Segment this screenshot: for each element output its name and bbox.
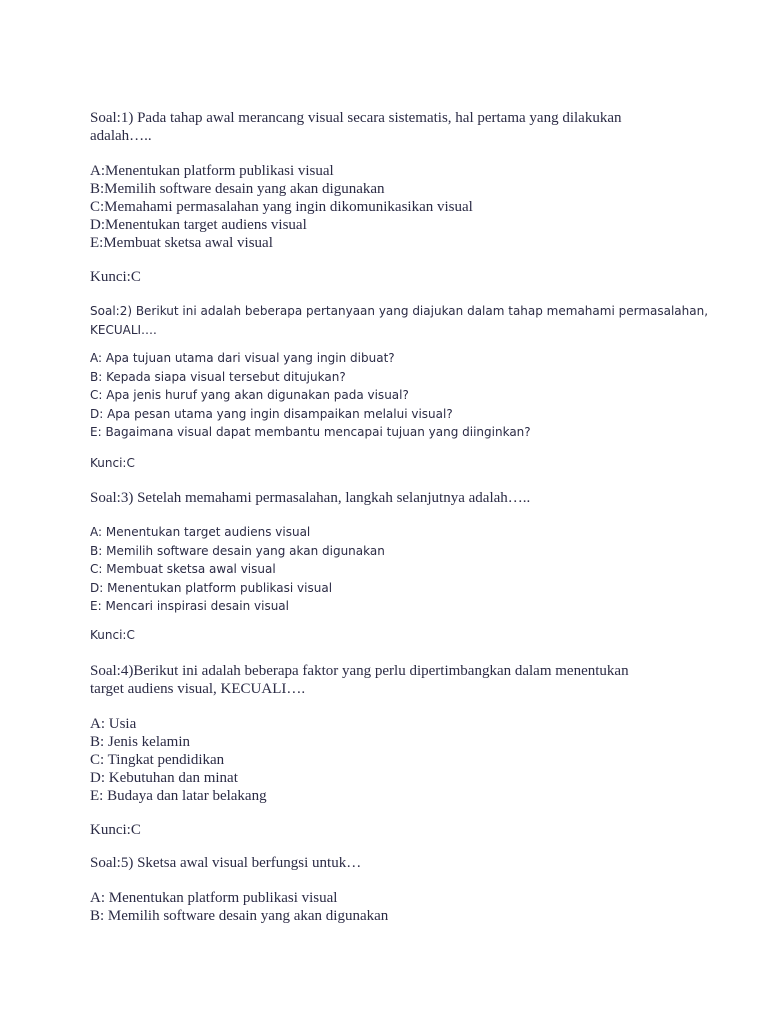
option-d: D: Menentukan platform publikasi visual	[90, 580, 333, 595]
answer-key: Kunci:C	[90, 269, 141, 285]
question-text: Soal:2) Berikut ini adalah beberapa pertanyaan yang diajukan dalam tahap memahami permasalahan,	[90, 304, 709, 318]
answer-key: Kunci:C	[90, 822, 141, 838]
question-text: KECUALI….	[90, 322, 157, 337]
option-c: C: Apa jenis huruf yang akan digunakan pada visual?	[90, 388, 409, 402]
answer-key-4	[90, 821, 141, 839]
option-e: E:Membuat sketsa awal visual	[90, 235, 273, 251]
options-list-2	[90, 349, 531, 442]
option-c: C: Tingkat pendidikan	[90, 752, 225, 768]
option-b: B: Jenis kelamin	[90, 734, 190, 750]
option-c: C: Membuat sketsa awal visual	[90, 562, 276, 576]
question-text: Soal:1) Pada tahap awal merancang visual secara sistematis, hal pertama yang dilakukan	[90, 110, 622, 126]
option-e: E: Budaya dan latar belakang	[90, 788, 267, 804]
question-text: target audiens visual, KECUALI….	[90, 681, 306, 697]
options-list-4	[90, 715, 267, 805]
question-text: Soal:5) Sketsa awal visual berfungsi untuk…	[90, 855, 362, 871]
question-block-4	[90, 662, 629, 698]
option-d: D: Kebutuhan dan minat	[90, 770, 238, 786]
option-b: B: Kepada siapa visual tersebut ditujukan?	[90, 369, 346, 384]
answer-key-1	[90, 268, 141, 286]
option-a: A: Usia	[90, 716, 137, 732]
option-a: A:Menentukan platform publikasi visual	[90, 163, 334, 179]
option-a: A: Apa tujuan utama dari visual yang ingin dibuat?	[90, 351, 395, 365]
question-text: Soal:4)Berikut ini adalah beberapa faktor yang perlu dipertimbangkan dalam menentukan	[90, 663, 629, 679]
option-c: C:Memahami permasalahan yang ingin dikomunikasikan visual	[90, 199, 473, 215]
option-e: E: Mencari inspirasi desain visual	[90, 599, 289, 613]
option-b: B: Memilih software desain yang akan digunakan	[90, 543, 385, 558]
options-list-5	[90, 889, 388, 925]
answer-key-3	[90, 626, 135, 645]
question-block-2	[90, 302, 708, 339]
option-d: D:Menentukan target audiens visual	[90, 217, 307, 233]
option-b: B: Memilih software desain yang akan digunakan	[90, 908, 389, 924]
question-text: Soal:3) Setelah memahami permasalahan, langkah selanjutnya adalah…..	[90, 490, 531, 506]
question-block-3	[90, 489, 530, 507]
question-block-5	[90, 854, 361, 872]
answer-key: Kunci:C	[90, 628, 135, 642]
option-b: B:Memilih software desain yang akan digunakan	[90, 181, 385, 197]
question-text: adalah…..	[90, 128, 152, 144]
options-list-1	[90, 162, 473, 252]
answer-key: Kunci:C	[90, 456, 135, 470]
option-a: A: Menentukan target audiens visual	[90, 525, 311, 539]
option-a: A: Menentukan platform publikasi visual	[90, 890, 338, 906]
question-block-1	[90, 109, 621, 145]
answer-key-2	[90, 454, 135, 473]
option-d: D: Apa pesan utama yang ingin disampaikan melalui visual?	[90, 406, 453, 421]
option-e: E: Bagaimana visual dapat membantu mencapai tujuan yang diinginkan?	[90, 425, 531, 439]
options-list-3	[90, 523, 385, 616]
